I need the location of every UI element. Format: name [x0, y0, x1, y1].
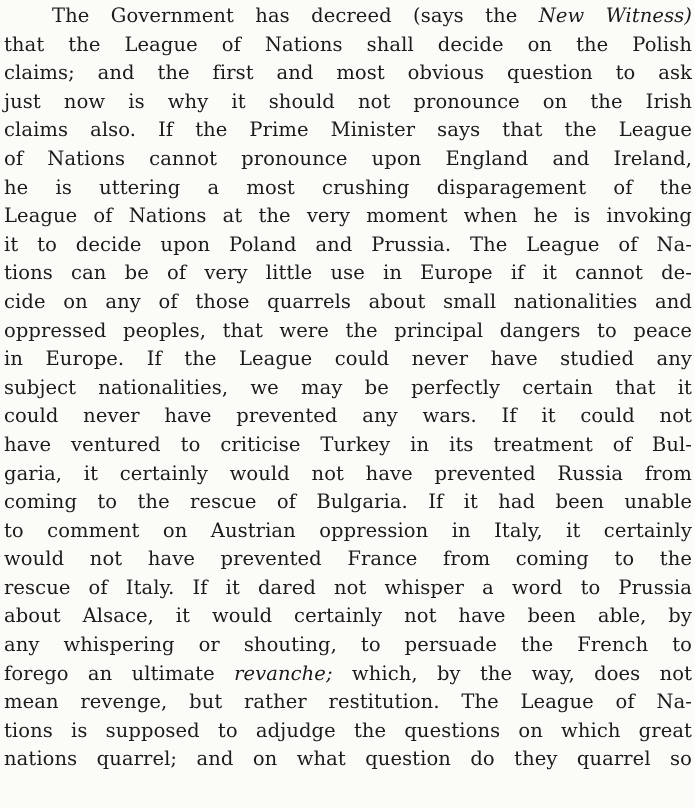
text-segment: tions is supposed to adjudge the questions on which great — [4, 718, 692, 742]
text-line — [4, 402, 692, 431]
text-line — [4, 259, 692, 288]
italic-text: revanche; — [234, 661, 333, 685]
text-segment: claims; and the first and most obvious question to ask — [4, 61, 692, 85]
text-segment: which, by the way, does not — [332, 661, 692, 685]
text-segment: could never have prevented any wars. If it could not — [4, 404, 692, 428]
text-segment: nations quarrel; and on what question do they quarrel so — [4, 747, 692, 771]
text-line — [4, 745, 692, 774]
text-line — [4, 660, 692, 689]
text-line — [4, 88, 692, 117]
text-segment: cide on any of those quarrels about small nationalities and — [4, 289, 692, 313]
text-line — [4, 59, 692, 88]
text-segment: about Alsace, it would certainly not have been able, by — [4, 604, 692, 628]
text-line — [4, 517, 692, 546]
text-line — [4, 545, 692, 574]
text-segment: it to decide upon Poland and Prussia. The League of Na- — [4, 232, 692, 256]
text-segment: mean revenge, but rather restitution. The League of Na- — [4, 690, 692, 714]
text-segment: of Nations cannot pronounce upon England and Ireland, — [4, 146, 692, 170]
text-line — [4, 431, 692, 460]
text-segment: coming to the rescue of Bulgaria. If it had been unable — [4, 490, 692, 514]
text-segment: that the League of Nations shall decide on the Polish — [4, 32, 692, 56]
text-line — [4, 574, 692, 603]
text-segment: The Government has decreed (says the — [52, 4, 539, 27]
text-line — [4, 288, 692, 317]
text-line — [4, 345, 692, 374]
text-line — [4, 31, 692, 60]
text-line — [4, 2, 692, 31]
text-segment: he is uttering a most crushing disparagement of the — [4, 175, 692, 199]
text-line — [4, 602, 692, 631]
text-line — [4, 631, 692, 660]
text-line — [4, 374, 692, 403]
text-segment: rescue of Italy. If it dared not whisper a word to Prussia — [4, 575, 692, 599]
italic-text: New Witness) — [538, 4, 692, 27]
text-segment: claims also. If the Prime Minister says that the League — [4, 118, 692, 142]
text-line — [4, 460, 692, 489]
text-segment: would not have prevented France from coming to the — [4, 547, 692, 571]
text-line — [4, 317, 692, 346]
text-segment: to comment on Austrian oppression in Italy, it certainly — [4, 518, 692, 542]
text-line — [4, 174, 692, 203]
text-line — [4, 116, 692, 145]
text-line — [4, 488, 692, 517]
text-line — [4, 688, 692, 717]
text-segment: just now is why it should not pronounce on the Irish — [4, 89, 692, 113]
text-line — [4, 717, 692, 746]
text-segment: forego an ultimate — [4, 661, 235, 685]
text-segment: oppressed peoples, that were the principal dangers to peace — [4, 318, 692, 342]
text-segment: in Europe. If the League could never have studied any — [4, 347, 692, 371]
text-line — [4, 231, 692, 260]
text-segment: subject nationalities, we may be perfectly certain that it — [4, 375, 692, 399]
text-body — [4, 2, 692, 774]
text-segment: have ventured to criticise Turkey in its treatment of Bul- — [4, 432, 692, 456]
text-segment: garia, it certainly would not have prevented Russia from — [4, 461, 692, 485]
text-segment: tions can be of very little use in Europe if it cannot de- — [4, 261, 692, 285]
text-segment: League of Nations at the very moment when he is invoking — [4, 204, 692, 228]
text-segment: any whispering or shouting, to persuade the French to — [4, 633, 692, 657]
text-line — [4, 202, 692, 231]
text-line — [4, 145, 692, 174]
